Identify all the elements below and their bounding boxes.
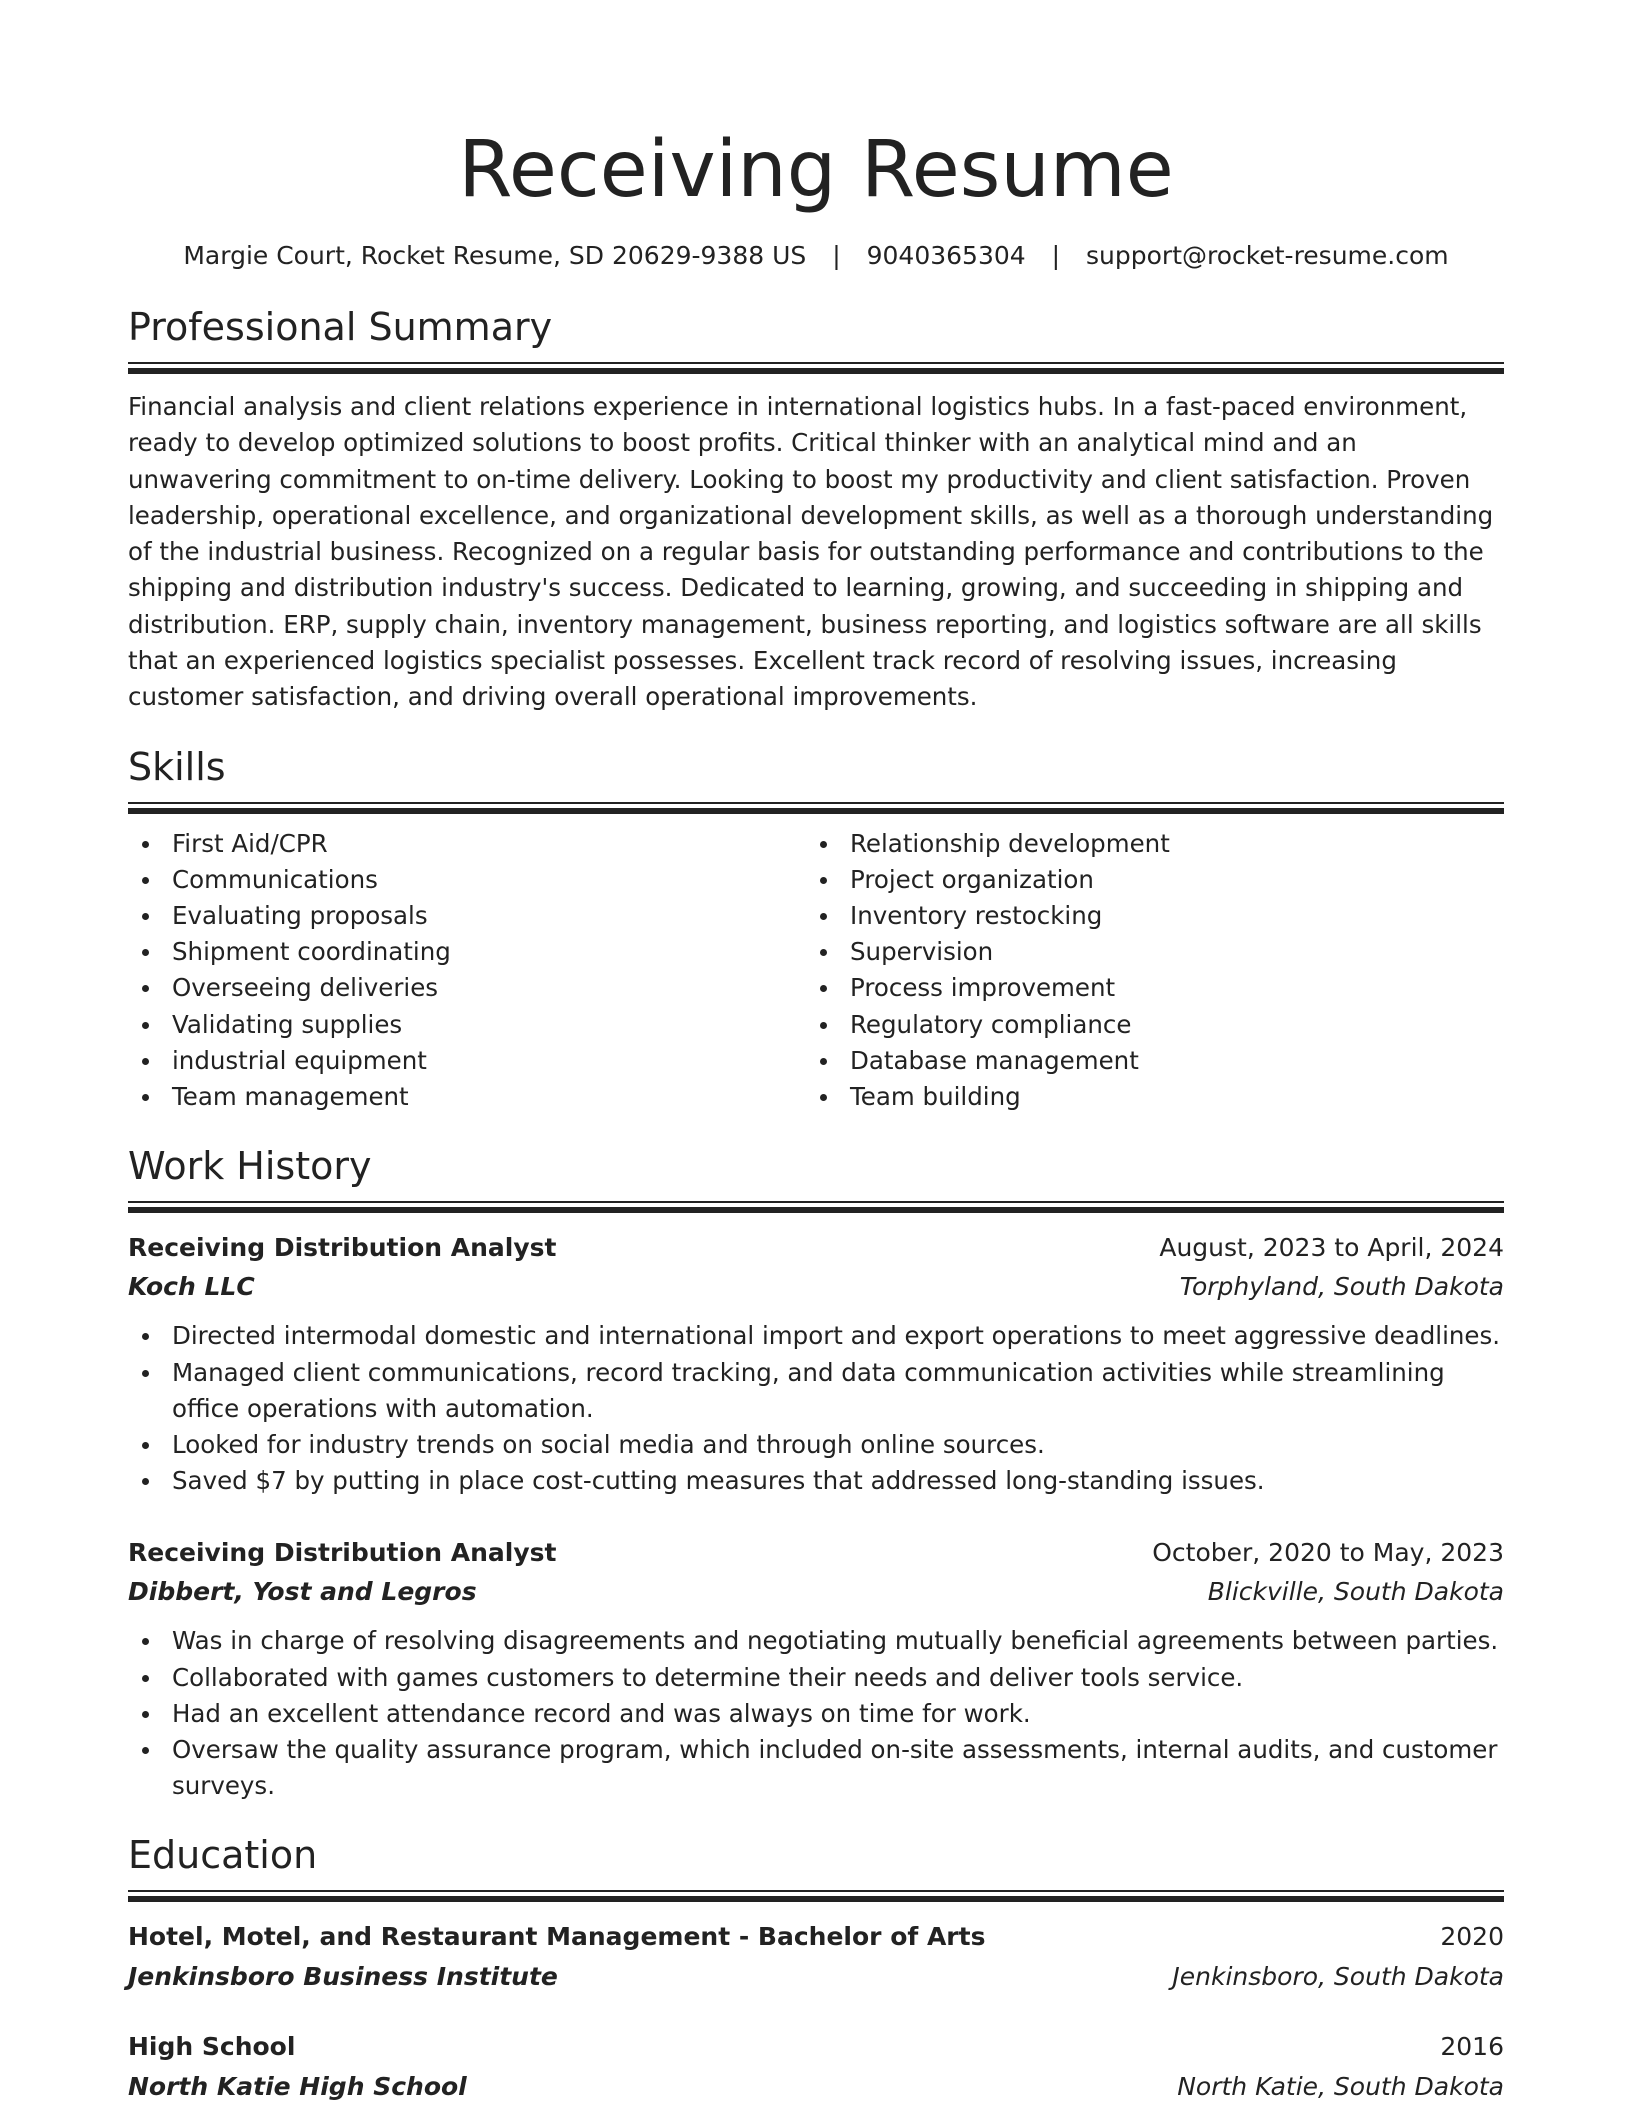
job-bullet: Saved $7 by putting in place cost-cutting measures that addressed long-standing issues. — [128, 1463, 1504, 1499]
job-title: Receiving Distribution Analyst — [128, 1233, 557, 1263]
skills-section — [128, 742, 1504, 1116]
contact-phone: 9040365304 — [866, 241, 1026, 270]
skill-item: Shipment coordinating — [128, 934, 806, 970]
job-bullets — [128, 1318, 1504, 1499]
job-bullet: Directed intermodal domestic and international import and export operations to meet aggressive deadlines. — [128, 1318, 1504, 1354]
job-entry — [128, 1228, 1504, 1499]
job-company: Dibbert, Yost and Legros — [128, 1577, 477, 1607]
job-header-row — [128, 1533, 1504, 1572]
section-title-education: Education — [128, 1833, 318, 1878]
education-location: North Katie, South Dakota — [1177, 2072, 1504, 2102]
education-year: 2020 — [1440, 1922, 1504, 1952]
contact-line — [128, 238, 1504, 274]
section-divider — [128, 1890, 1504, 1903]
resume-page — [128, 0, 1504, 2107]
section-divider — [128, 1201, 1504, 1214]
skill-item: Inventory restocking — [806, 898, 1484, 934]
summary-text: Financial analysis and client relations experience in international logistics hubs. In a fast-paced environment, ready to develop optimized solutions to boost profits. Critical thinker with an analytical mind and an unwavering commitment to on-time delivery. Looking to boost my productivity and client satisfaction. Proven leadership, operational excellence, and organizational development skills, as well as a thorough understanding of the industrial business. Recognized on a regular basis for outstanding performance and contributions to the shipping and distribution industry's success. Dedicated to learning, growing, and succeeding in shipping and distribution. ERP, supply chain, inventory management, business reporting, and logistics software are all skills that an experienced logistics specialist possesses. Excellent track record of resolving issues, increasing customer satisfaction, and driving overall operational improvements. — [128, 392, 1494, 712]
job-location: Blickville, South Dakota — [1207, 1577, 1504, 1607]
job-location: Torphyland, South Dakota — [1179, 1272, 1504, 1302]
education-section — [128, 1830, 1504, 2107]
job-bullet: Looked for industry trends on social media and through online sources. — [128, 1427, 1504, 1463]
skill-item: Database management — [806, 1043, 1484, 1079]
skills-list-right — [806, 826, 1484, 1116]
job-company-row — [128, 1572, 1504, 1611]
skill-item: Team building — [806, 1079, 1484, 1115]
job-bullet: Had an excellent attendance record and was always on time for work. — [128, 1696, 1504, 1732]
job-bullet: Collaborated with games customers to determine their needs and deliver tools service. — [128, 1660, 1504, 1696]
education-school-row — [128, 1957, 1504, 1997]
education-year: 2016 — [1440, 2032, 1504, 2062]
skill-item: Regulatory compliance — [806, 1007, 1484, 1043]
skills-columns — [128, 826, 1504, 1116]
job-bullet: Oversaw the quality assurance program, which included on-site assessments, internal audits, and customer surveys. — [128, 1732, 1504, 1804]
skill-item: Supervision — [806, 934, 1484, 970]
skill-item: Process improvement — [806, 970, 1484, 1006]
section-divider — [128, 362, 1504, 375]
section-divider — [128, 802, 1504, 815]
education-degree: Hotel, Motel, and Restaurant Management - Bachelor of Arts — [128, 1922, 986, 1952]
skill-item: Overseeing deliveries — [128, 970, 806, 1006]
job-bullets — [128, 1623, 1504, 1804]
skill-item: Relationship development — [806, 826, 1484, 862]
education-location: Jenkinsboro, South Dakota — [1172, 1962, 1504, 1992]
skill-item: Project organization — [806, 862, 1484, 898]
education-header-row — [128, 2027, 1504, 2067]
resume-name: Receiving Resume — [458, 125, 1174, 215]
education-header-row — [128, 1917, 1504, 1957]
job-company: Koch LLC — [128, 1272, 255, 1302]
contact-email: support@rocket-resume.com — [1086, 241, 1449, 270]
education-school: North Katie High School — [128, 2072, 467, 2102]
job-header-row — [128, 1228, 1504, 1267]
job-company-row — [128, 1267, 1504, 1306]
job-bullet: Was in charge of resolving disagreements and negotiating mutually beneficial agreements between parties. — [128, 1623, 1504, 1659]
contact-separator: | — [832, 241, 841, 270]
summary-section — [128, 302, 1504, 716]
contact-address: Margie Court, Rocket Resume, SD 20629-9388 US — [183, 241, 807, 270]
education-school: Jenkinsboro Business Institute — [128, 1962, 558, 1992]
section-title-skills: Skills — [128, 744, 226, 789]
skill-item: industrial equipment — [128, 1043, 806, 1079]
education-entry — [128, 1917, 1504, 1997]
job-title: Receiving Distribution Analyst — [128, 1538, 557, 1568]
job-entry — [128, 1533, 1504, 1804]
skill-item: Validating supplies — [128, 1007, 806, 1043]
work-history-section — [128, 1141, 1504, 1804]
skill-item: Communications — [128, 862, 806, 898]
education-entry — [128, 2027, 1504, 2107]
section-title-summary: Professional Summary — [128, 305, 553, 349]
job-dates: October, 2020 to May, 2023 — [1152, 1538, 1504, 1568]
section-title-work-history: Work History — [128, 1144, 372, 1189]
skills-list-left — [128, 826, 806, 1116]
job-dates: August, 2023 to April, 2024 — [1159, 1233, 1504, 1263]
skill-item: Team management — [128, 1079, 806, 1115]
skill-item: First Aid/CPR — [128, 826, 806, 862]
job-bullet: Managed client communications, record tracking, and data communication activities while streamlining office operations with automation. — [128, 1355, 1504, 1427]
education-degree: High School — [128, 2032, 296, 2062]
contact-separator: | — [1051, 241, 1061, 270]
education-school-row — [128, 2067, 1504, 2107]
skill-item: Evaluating proposals — [128, 898, 806, 934]
